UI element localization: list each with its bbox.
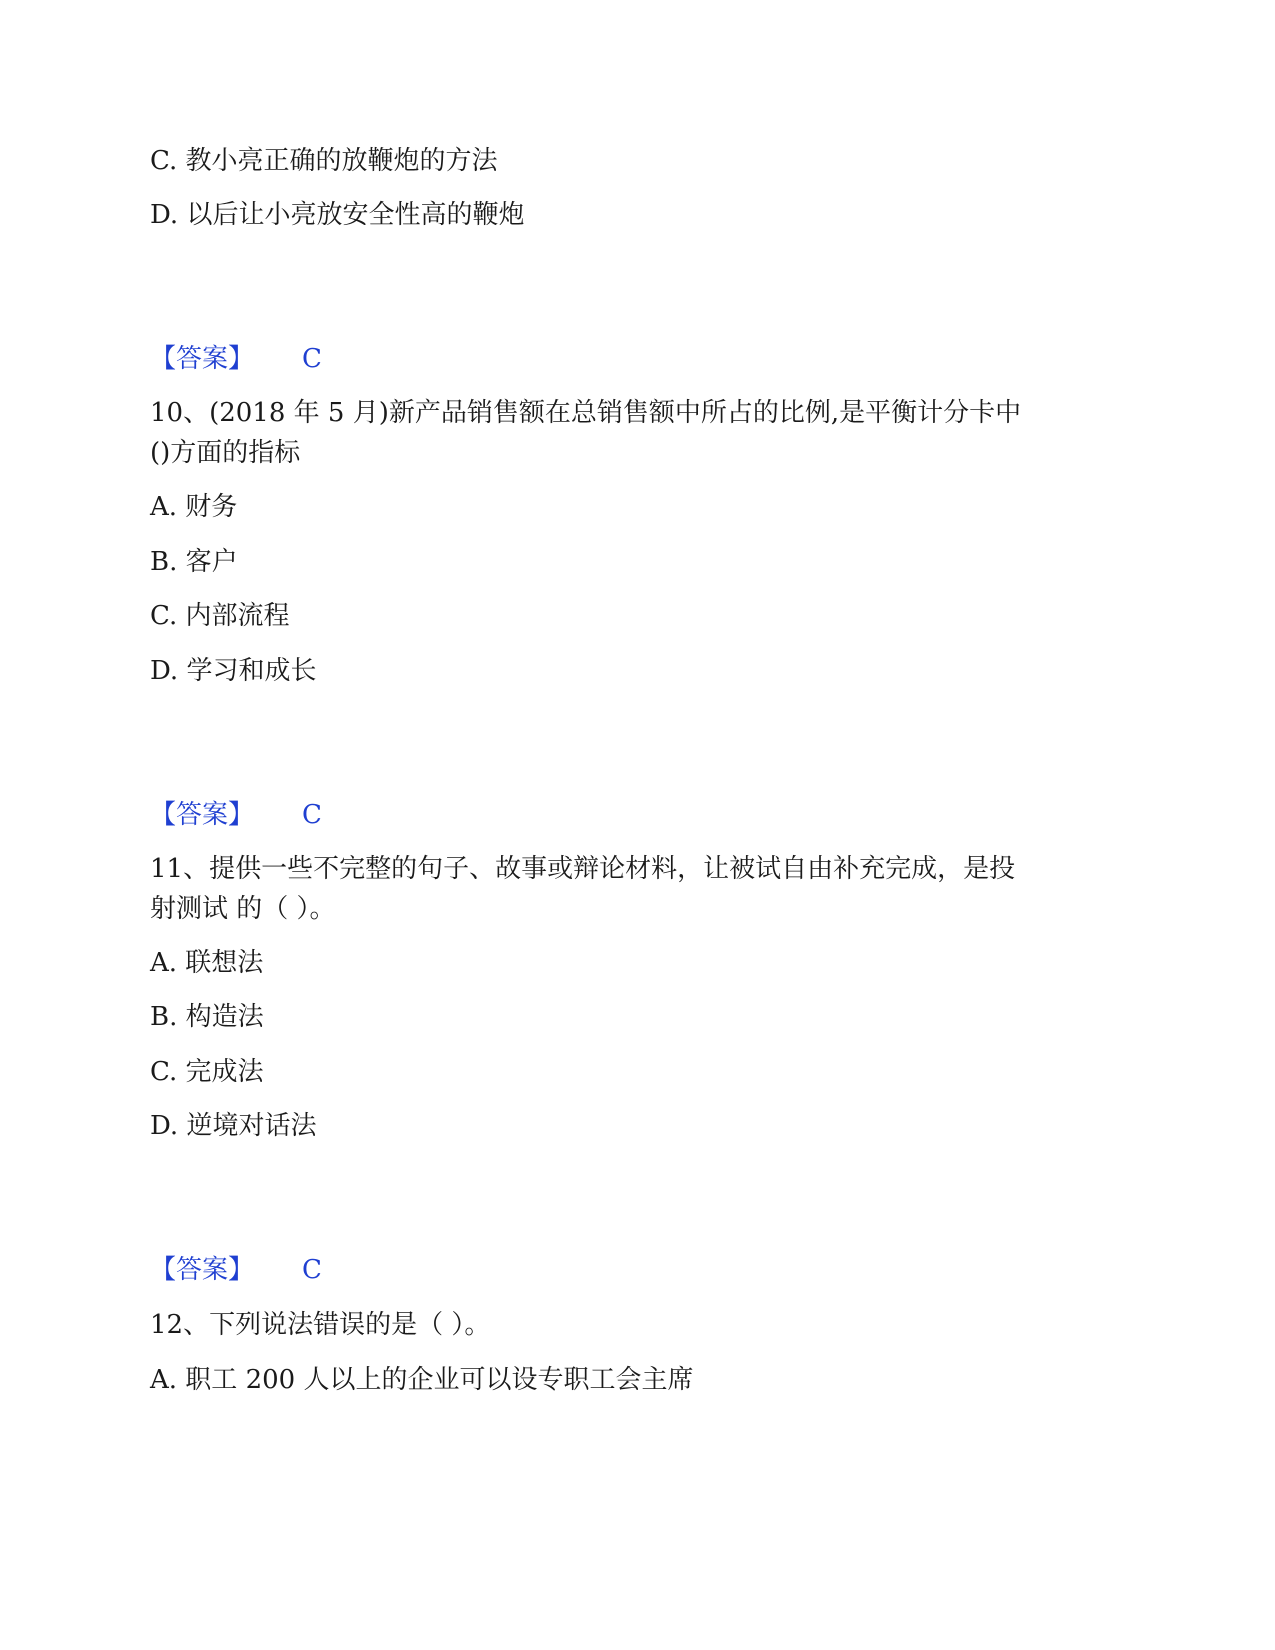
option-a: A. 联想法 [150,948,264,978]
answer-line [150,798,322,832]
question-stem-line1: 10、(2018 年 5 月)新产品销售额在总销售额中所占的比例,是平衡计分卡中 [150,398,1022,428]
answer-value: C [302,1255,322,1285]
answer-value: C [302,800,322,830]
option-b: B. 客户 [150,547,238,577]
option-d: D. 学习和成长 [150,656,317,686]
question-stem-line1: 11、提供一些不完整的句子、故事或辩论材料，让被试自由补充完成，是投 [150,854,1016,884]
option-d: D. 以后让小亮放安全性高的鞭炮 [150,200,525,230]
answer-value: C [302,344,322,374]
question-stem-line2: ()方面的指标 [150,438,301,468]
option-d: D. 逆境对话法 [150,1111,317,1141]
option-c: C. 完成法 [150,1057,264,1087]
answer-line [150,1253,322,1287]
answer-label: 【答案】 [150,344,255,374]
answer-line [150,342,322,376]
answer-label: 【答案】 [150,800,255,830]
question-stem-line1: 12、下列说法错误的是（ ）。 [150,1310,491,1340]
answer-label: 【答案】 [150,1255,255,1285]
option-a: A. 职工 200 人以上的企业可以设专职工会主席 [150,1365,694,1395]
option-a: A. 财务 [150,492,238,522]
option-c: C. 内部流程 [150,601,290,631]
question-stem-line2: 射测试 的（ ）。 [150,894,336,924]
option-b: B. 构造法 [150,1002,264,1032]
option-c: C. 教小亮正确的放鞭炮的方法 [150,146,498,176]
